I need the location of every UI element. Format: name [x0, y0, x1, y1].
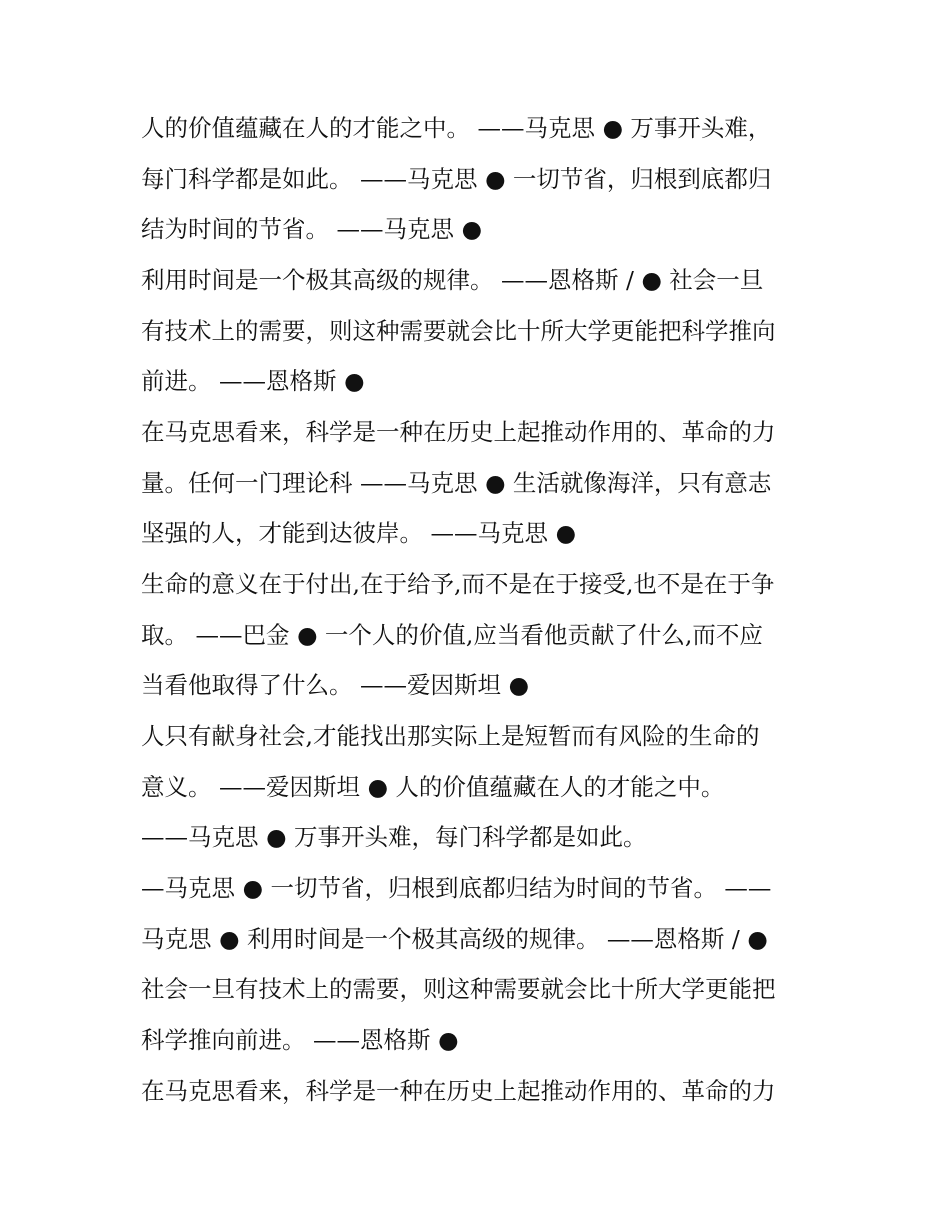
text-line-15: ——马克思 ● 万事开头难，每门科学都是如此。	[141, 823, 647, 851]
text-line-13: 人只有献身社会,才能找出那实际上是短暂而有风险的生命的	[141, 722, 760, 750]
text-line-16: —马克思 ● 一切节省，归根到底都归结为时间的节省。 ——	[141, 874, 772, 902]
text-line-1: 人的价值蕴藏在人的才能之中。 ——马克思 ● 万事开头难，	[141, 114, 772, 142]
text-line-5: 有技术上的需要，则这种需要就会比十所大学更能把科学推向	[141, 317, 776, 345]
text-line-18: 社会一旦有技术上的需要，则这种需要就会比十所大学更能把	[141, 975, 776, 1003]
text-line-20: 在马克思看来，科学是一种在历史上起推动作用的、革命的力	[141, 1077, 776, 1105]
text-line-19: 科学推向前进。 ——恩格斯 ●	[141, 1026, 459, 1054]
text-line-3: 结为时间的节省。 ——马克思 ●	[141, 215, 482, 243]
text-line-6: 前进。 ——恩格斯 ●	[141, 367, 365, 395]
text-line-2: 每门科学都是如此。 ——马克思 ● 一切节省，归根到底都归	[141, 165, 772, 193]
text-line-14: 意义。 ——爱因斯坦 ● 人的价值蕴藏在人的才能之中。	[141, 773, 725, 801]
text-line-12: 当看他取得了什么。 ——爱因斯坦 ●	[141, 671, 529, 699]
text-line-8: 量。任何一门理论科 ——马克思 ● 生活就像海洋，只有意志	[141, 469, 772, 497]
text-line-7: 在马克思看来，科学是一种在历史上起推动作用的、革命的力	[141, 418, 776, 446]
text-line-11: 取。 ——巴金 ● 一个人的价值,应当看他贡献了什么,而不应	[141, 621, 763, 649]
text-line-10: 生命的意义在于付出,在于给予,而不是在于接受,也不是在于争	[141, 570, 775, 598]
text-line-4: 利用时间是一个极其高级的规律。 ——恩格斯 / ● 社会一旦	[141, 266, 764, 294]
text-line-9: 坚强的人，才能到达彼岸。 ——马克思 ●	[141, 519, 576, 547]
text-line-17: 马克思 ● 利用时间是一个极其高级的规律。 ——恩格斯 / ●	[141, 925, 768, 953]
